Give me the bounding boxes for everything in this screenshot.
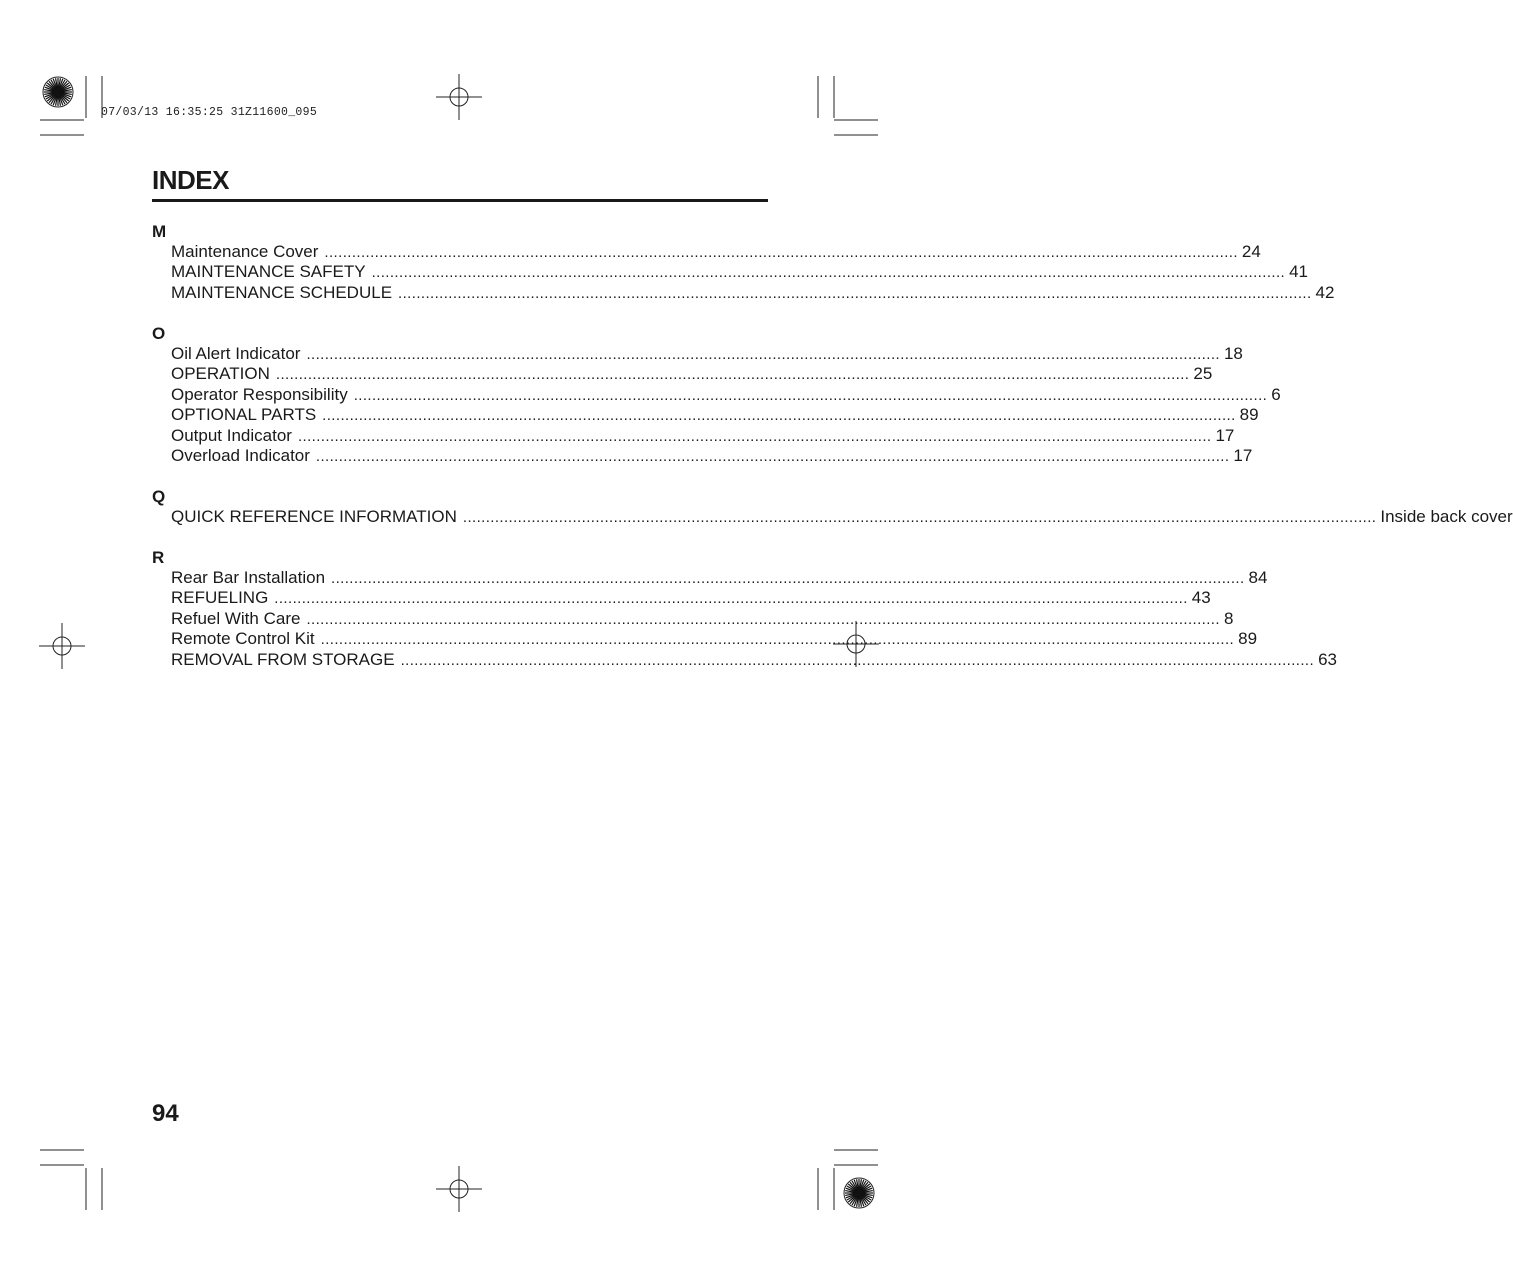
index-entry [171, 282, 1335, 303]
dot-leader: ........................................................................................................................................................................................................ [324, 244, 1238, 261]
dot-leader: ........................................................................................................................................................................................................ [398, 284, 1312, 302]
entry-page: 63 [1318, 649, 1337, 669]
section-letter: O [152, 324, 166, 343]
entry-label: REFUELING [171, 588, 269, 608]
dot-leader: ........................................................................................................................................................................................................ [400, 651, 1315, 669]
index-entry [171, 629, 1258, 649]
dot-leader: ........................................................................................................................................................................................................ [275, 366, 1190, 384]
index-section [152, 548, 1337, 670]
entry-page: 25 [1193, 364, 1213, 384]
dot-leader: ........................................................................................................................................................................................................ [371, 264, 1286, 282]
entry-page: 24 [1241, 242, 1261, 261]
entry-label: Maintenance Cover [171, 242, 319, 261]
index-entry [171, 445, 1253, 466]
section-letter: R [152, 548, 165, 567]
entry-label: Oil Alert Indicator [171, 344, 301, 363]
section-letter: Q [152, 487, 166, 506]
entry-page: 6 [1271, 384, 1281, 404]
entry-label: REMOVAL FROM STORAGE [171, 649, 395, 669]
dot-leader: ........................................................................................................................................................................................................ [462, 509, 1377, 526]
index-entry [171, 405, 1259, 425]
crosshair-icon [436, 74, 482, 120]
entry-label: Refuel With Care [171, 608, 301, 628]
index-entry [171, 242, 1261, 262]
entry-page: 43 [1191, 588, 1211, 608]
index-entry [171, 649, 1337, 670]
entry-label: OPTIONAL PARTS [171, 405, 317, 425]
index-section [152, 487, 1513, 527]
crosshair-icon [436, 1166, 482, 1212]
index-entry [171, 425, 1235, 446]
index-section [152, 324, 1281, 466]
entry-page: 17 [1233, 445, 1253, 465]
dot-leader: ........................................................................................................................................................................................................ [320, 631, 1235, 649]
section-letter: M [152, 222, 167, 241]
entry-page: 84 [1248, 568, 1268, 587]
entry-label: MAINTENANCE SAFETY [171, 262, 366, 282]
entry-label: OPERATION [171, 364, 270, 384]
entry-page: 89 [1238, 629, 1258, 649]
dot-leader: ........................................................................................................................................................................................................ [297, 427, 1212, 445]
entry-label: Overload Indicator [171, 445, 310, 465]
page-title: INDEX [152, 165, 229, 195]
entry-page: 42 [1315, 282, 1335, 302]
title-divider [152, 199, 768, 202]
index-entry [171, 384, 1281, 405]
entry-label: Output Indicator [171, 425, 292, 445]
entry-page: Inside back cover [1380, 507, 1513, 526]
entry-label: QUICK REFERENCE INFORMATION [171, 507, 457, 526]
entry-page: 17 [1215, 425, 1235, 445]
dot-leader: ........................................................................................................................................................................................................ [306, 610, 1220, 628]
index-entry [171, 608, 1234, 629]
page-number: 94 [152, 1100, 179, 1127]
entry-page: 18 [1223, 344, 1243, 363]
entry-page: 41 [1289, 262, 1309, 282]
entry-label: Rear Bar Installation [171, 568, 326, 587]
registration-sunburst-icon [844, 1178, 874, 1208]
print-timestamp: 07/03/13 16:35:25 31Z11600_095 [101, 106, 318, 119]
dot-leader: ........................................................................................................................................................................................................ [306, 346, 1220, 363]
dot-leader: ........................................................................................................................................................................................................ [353, 386, 1268, 404]
index-entry [171, 364, 1213, 384]
crosshair-icon [39, 623, 85, 669]
dot-leader: ........................................................................................................................................................................................................ [274, 590, 1188, 608]
dot-leader: ........................................................................................................................................................................................................ [315, 447, 1230, 465]
registration-sunburst-icon [43, 77, 73, 107]
dot-leader: ........................................................................................................................................................................................................ [331, 570, 1245, 587]
dot-leader: ........................................................................................................................................................................................................ [322, 407, 1236, 425]
index-entry [171, 262, 1309, 282]
entry-page: 89 [1239, 405, 1259, 425]
index-section [152, 222, 1335, 303]
entry-label: Remote Control Kit [171, 629, 315, 649]
index-entry [171, 588, 1211, 608]
entry-label: Operator Responsibility [171, 384, 348, 404]
index-entry [171, 568, 1268, 588]
entry-label: MAINTENANCE SCHEDULE [171, 282, 393, 302]
entry-page: 8 [1223, 608, 1234, 628]
index-entry [171, 344, 1243, 364]
index-entry [171, 507, 1513, 527]
